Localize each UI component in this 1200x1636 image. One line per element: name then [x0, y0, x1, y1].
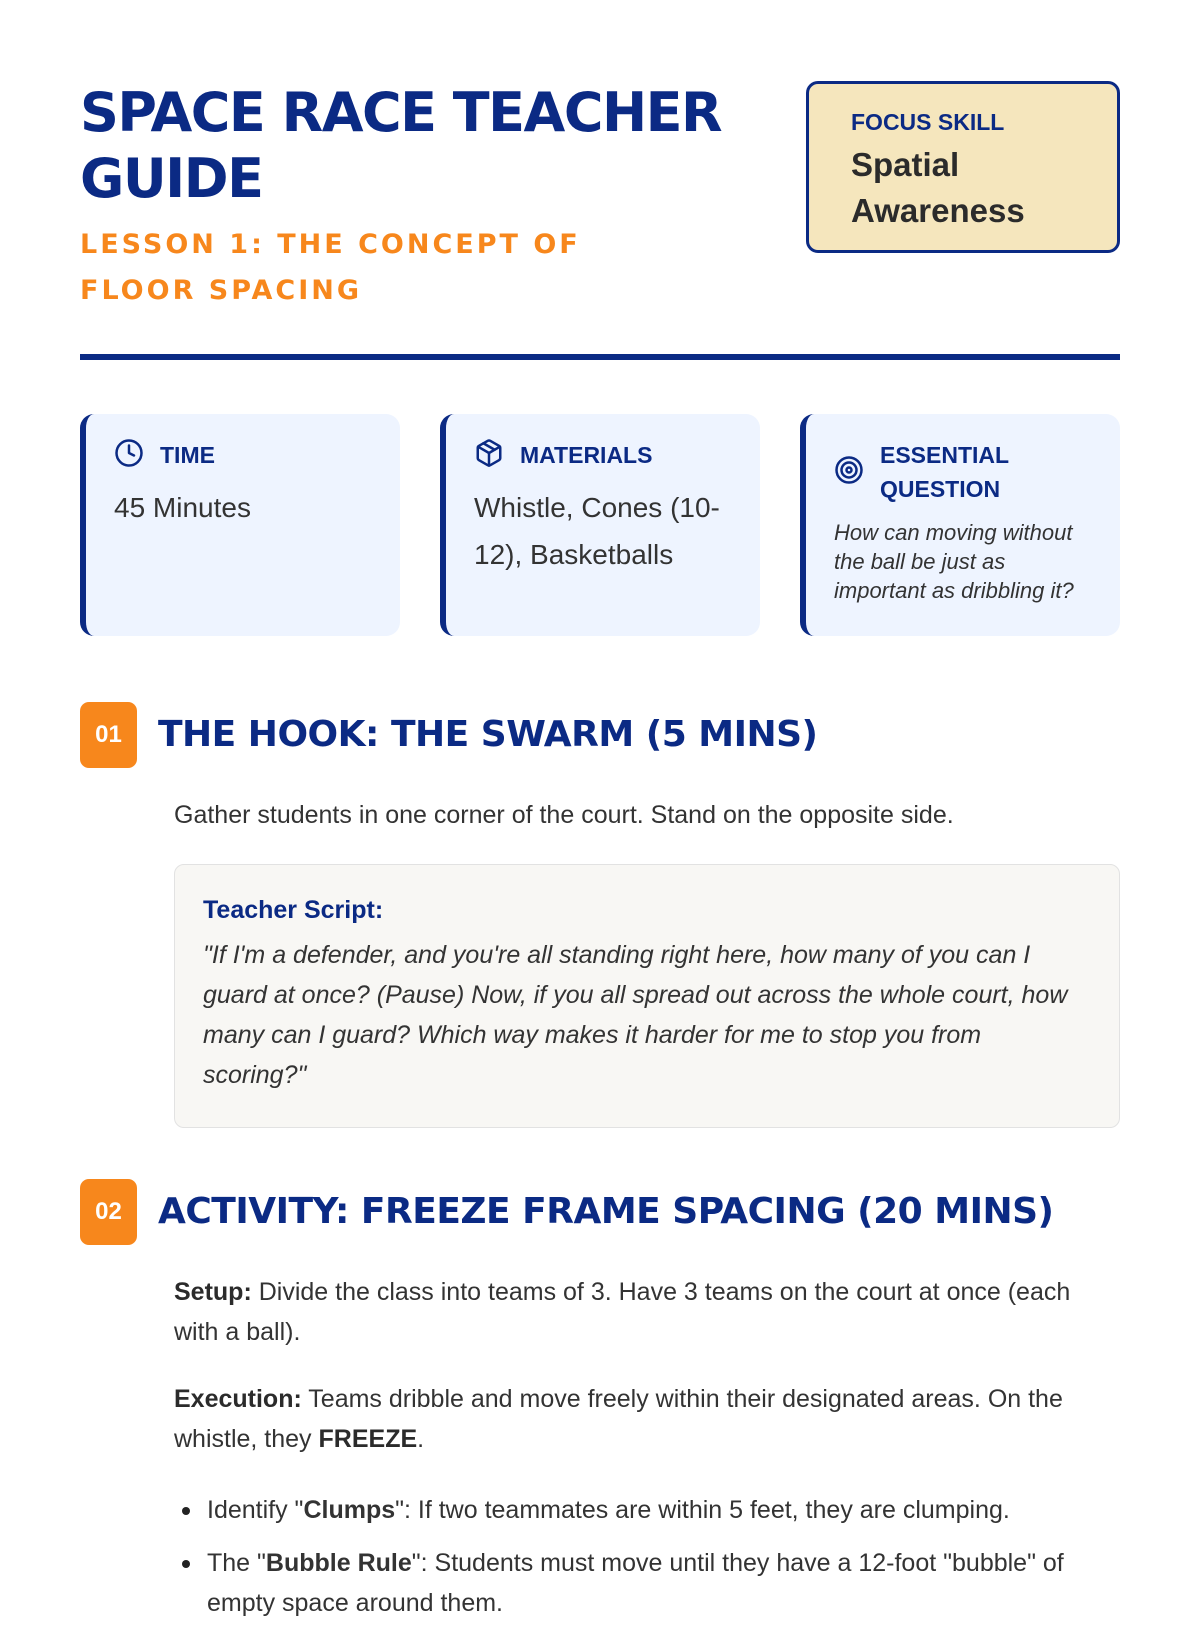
rules-list: [174, 1490, 1120, 1636]
header-divider: [80, 354, 1120, 360]
time-card: [80, 414, 400, 636]
essential-question-label: ESSENTIAL QUESTION: [880, 442, 1009, 502]
hook-intro: Gather students in one corner of the court. Stand on the opposite side.: [174, 801, 954, 829]
execution-text: Teams dribble and move freely within their designated areas. On the whistle, they: [174, 1385, 1063, 1453]
time-value: 45 Minutes: [114, 492, 251, 523]
execution-freeze: FREEZE: [318, 1425, 418, 1453]
section-title: ACTIVITY: FREEZE FRAME SPACING (20 MINS): [158, 1191, 1054, 1232]
setup-text: Divide the class into teams of 3. Have 3 teams on the court at once (each with a ball).: [174, 1278, 1071, 1346]
focus-skill-label: FOCUS SKILL: [851, 109, 1005, 135]
essential-question-card: [800, 414, 1120, 636]
list-item: Identify "Clumps": If two teammates are within 5 feet, they are clumping.: [174, 1490, 1120, 1530]
clock-icon: [114, 438, 144, 468]
page-title: SPACE RACE TEACHER GUIDE: [80, 81, 722, 210]
essential-question-text: How can moving without the ball be just as important as dribbling it?: [834, 520, 1074, 603]
teacher-script-box: [174, 864, 1120, 1128]
execution-label: Execution:: [174, 1385, 302, 1413]
teacher-script-label: Teacher Script:: [203, 896, 384, 924]
section-title: THE HOOK: THE SWARM (5 MINS): [158, 714, 818, 755]
focus-skill-value: Spatial Awareness: [851, 146, 1025, 229]
materials-value: Whistle, Cones (10-12), Basketballs: [474, 492, 720, 570]
focus-skill-box: [806, 81, 1120, 253]
box-icon: [474, 438, 504, 468]
lesson-subtitle: LESSON 1: THE CONCEPT OF FLOOR SPACING: [80, 229, 581, 306]
list-item: The "Bubble Rule": Students must move until they have a 12-foot "bubble" of empty space around them.: [174, 1543, 1120, 1623]
time-label: TIME: [160, 442, 215, 468]
materials-label: MATERIALS: [520, 442, 653, 468]
setup-label: Setup:: [174, 1278, 252, 1306]
execution-end: .: [417, 1425, 425, 1453]
teacher-script-text: "If I'm a defender, and you're all standing right here, how many of you can I guard at once? (Pause) Now, if you all spread out across the whole court, how many can I guard? Which way makes it harder for me to stop you from scoring?": [203, 941, 1068, 1089]
section-number-badge: 02: [80, 1179, 137, 1245]
setup-paragraph: [174, 1272, 1120, 1352]
target-icon: [834, 455, 864, 485]
execution-paragraph: [174, 1379, 1120, 1459]
section-number-badge: 01: [80, 702, 137, 768]
materials-card: [440, 414, 760, 636]
